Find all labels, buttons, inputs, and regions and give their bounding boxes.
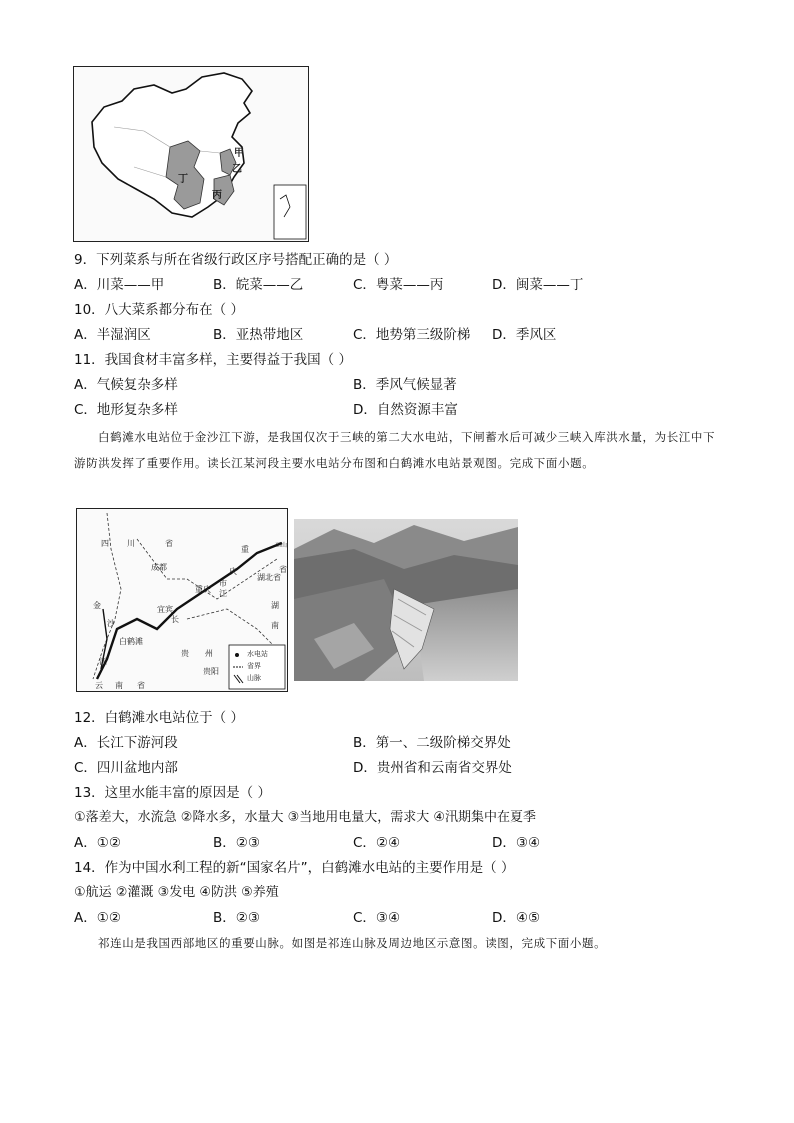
q9-option-c[interactable]: C．粤菜——丙 xyxy=(353,277,444,293)
q9-option-b[interactable]: B．皖菜——乙 xyxy=(213,277,304,293)
qilian-passage: 祁连山是我国西部地区的重要山脉。如图是祁连山脉及周边地区示意图。读图，完成下面小题。 xyxy=(98,936,607,950)
map2-label-sha: 沙 xyxy=(107,619,115,628)
q10-option-b[interactable]: B．亚热带地区 xyxy=(213,327,304,343)
q14-option-a[interactable]: A．①② xyxy=(74,910,121,926)
question-14-stem: 14．作为中国水利工程的新“国家名片”，白鹤滩水电站的主要作用是（ ） xyxy=(74,860,515,876)
question-13-stem: 13．这里水能丰富的原因是（ ） xyxy=(74,785,271,801)
q14-option-d[interactable]: D．④⑤ xyxy=(492,910,541,926)
map2-label-chongqing: 重庆 xyxy=(195,585,211,594)
question-10-stem: 10．八大菜系都分布在（ ） xyxy=(74,302,244,318)
map2-label-yibin: 宜宾 xyxy=(157,605,173,614)
map2-label-jiang2: 江 xyxy=(99,657,107,666)
map1-label-ding: 丁 xyxy=(178,174,188,185)
question-12-stem: 12．白鹤滩水电站位于（ ） xyxy=(74,710,244,726)
map2-label-wushan: 巫山 xyxy=(275,542,288,549)
map2-label-jiang1: 江 xyxy=(219,589,227,598)
q13-option-a[interactable]: A．①② xyxy=(74,835,121,851)
q11-option-c[interactable]: C．地形复杂多样 xyxy=(74,402,178,418)
question-13-statements: ①落差大，水流急 ②降水多，水量大 ③当地用电量大，需求大 ④汛期集中在夏季 xyxy=(74,810,537,825)
question-9-stem: 9．下列菜系与所在省级行政区序号搭配正确的是（ ） xyxy=(74,252,398,268)
map2-label-si: 四 xyxy=(101,539,109,548)
map2-legend-mountain: 山脉 xyxy=(247,674,261,682)
map2-label-gui: 贵 xyxy=(181,649,189,658)
q14-option-b[interactable]: B．②③ xyxy=(213,910,260,926)
q12-option-d[interactable]: D．贵州省和云南省交界处 xyxy=(353,760,512,776)
map2-label-yun: 云 xyxy=(95,681,103,690)
q9-option-d[interactable]: D．闽菜——丁 xyxy=(492,277,584,293)
q12-option-b[interactable]: B．第一、二级阶梯交界处 xyxy=(353,735,511,751)
map2-label-zhou: 州 xyxy=(205,649,213,658)
q14-option-c[interactable]: C．③④ xyxy=(353,910,401,926)
china-outline xyxy=(74,67,308,241)
map2-label-chang: 长 xyxy=(171,615,179,624)
q11-option-a[interactable]: A．气候复杂多样 xyxy=(74,377,178,393)
map2-label-chong: 重 xyxy=(241,545,249,554)
map2-label-chuan: 川 xyxy=(127,539,135,548)
map2-legend-border: 省界 xyxy=(247,662,261,670)
dam-landscape-illustration xyxy=(294,519,518,681)
hydropower-station-map xyxy=(76,508,288,692)
map2-label-sheng3: 省 xyxy=(279,565,287,574)
map2-label-sheng1: 省 xyxy=(165,539,173,548)
q13-option-d[interactable]: D．③④ xyxy=(492,835,541,851)
q13-option-b[interactable]: B．②③ xyxy=(213,835,260,851)
map2-label-guiyang: 贵阳 xyxy=(203,667,219,676)
map2-label-baihetan: 白鹤滩 xyxy=(119,637,143,646)
map2-label-chengdu: 成都 xyxy=(151,563,167,572)
q12-option-a[interactable]: A．长江下游河段 xyxy=(74,735,178,751)
map1-label-jia: 甲 xyxy=(234,148,244,159)
question-11-stem: 11．我国食材丰富多样，主要得益于我国（ ） xyxy=(74,352,352,368)
q11-option-d[interactable]: D．自然资源丰富 xyxy=(353,402,458,418)
map2-label-sheng2: 省 xyxy=(137,681,145,690)
question-14-statements: ①航运 ②灌溉 ③发电 ④防洪 ⑤养殖 xyxy=(74,885,279,900)
map2-legend-station: 水电站 xyxy=(247,650,268,658)
q13-option-c[interactable]: C．②④ xyxy=(353,835,401,851)
q9-option-a[interactable]: A．川菜——甲 xyxy=(74,277,165,293)
map2-label-shi: 市 xyxy=(219,579,227,588)
q12-option-c[interactable]: C．四川盆地内部 xyxy=(74,760,178,776)
map1-label-yi: 乙 xyxy=(232,164,242,175)
map2-label-nan1: 南 xyxy=(271,621,279,630)
map2-label-hubei: 湖北省 xyxy=(257,573,281,582)
q10-option-a[interactable]: A．半湿润区 xyxy=(74,327,151,343)
q10-option-c[interactable]: C．地势第三级阶梯 xyxy=(353,327,471,343)
baihetan-passage: 白鹤滩水电站位于金沙江下游，是我国仅次于三峡的第二大水电站，下闸蓄水后可减少三峡入库洪水量，为长江中下游防洪发挥了重要作用。读长江某河段主要水电站分布图和白鹤滩水电站景观图。完成下面小题。 xyxy=(74,430,716,470)
china-cuisine-map xyxy=(73,66,309,242)
map2-label-qing: 庆 xyxy=(229,567,237,576)
map1-label-bing: 丙 xyxy=(212,190,222,201)
map2-label-jin: 金 xyxy=(93,601,101,610)
map2-label-hu: 湖 xyxy=(271,601,279,610)
q11-option-b[interactable]: B．季风气候显著 xyxy=(353,377,457,393)
q10-option-d[interactable]: D．季风区 xyxy=(492,327,557,343)
map2-label-nan2: 南 xyxy=(115,681,123,690)
baihetan-dam-photo xyxy=(294,519,518,681)
